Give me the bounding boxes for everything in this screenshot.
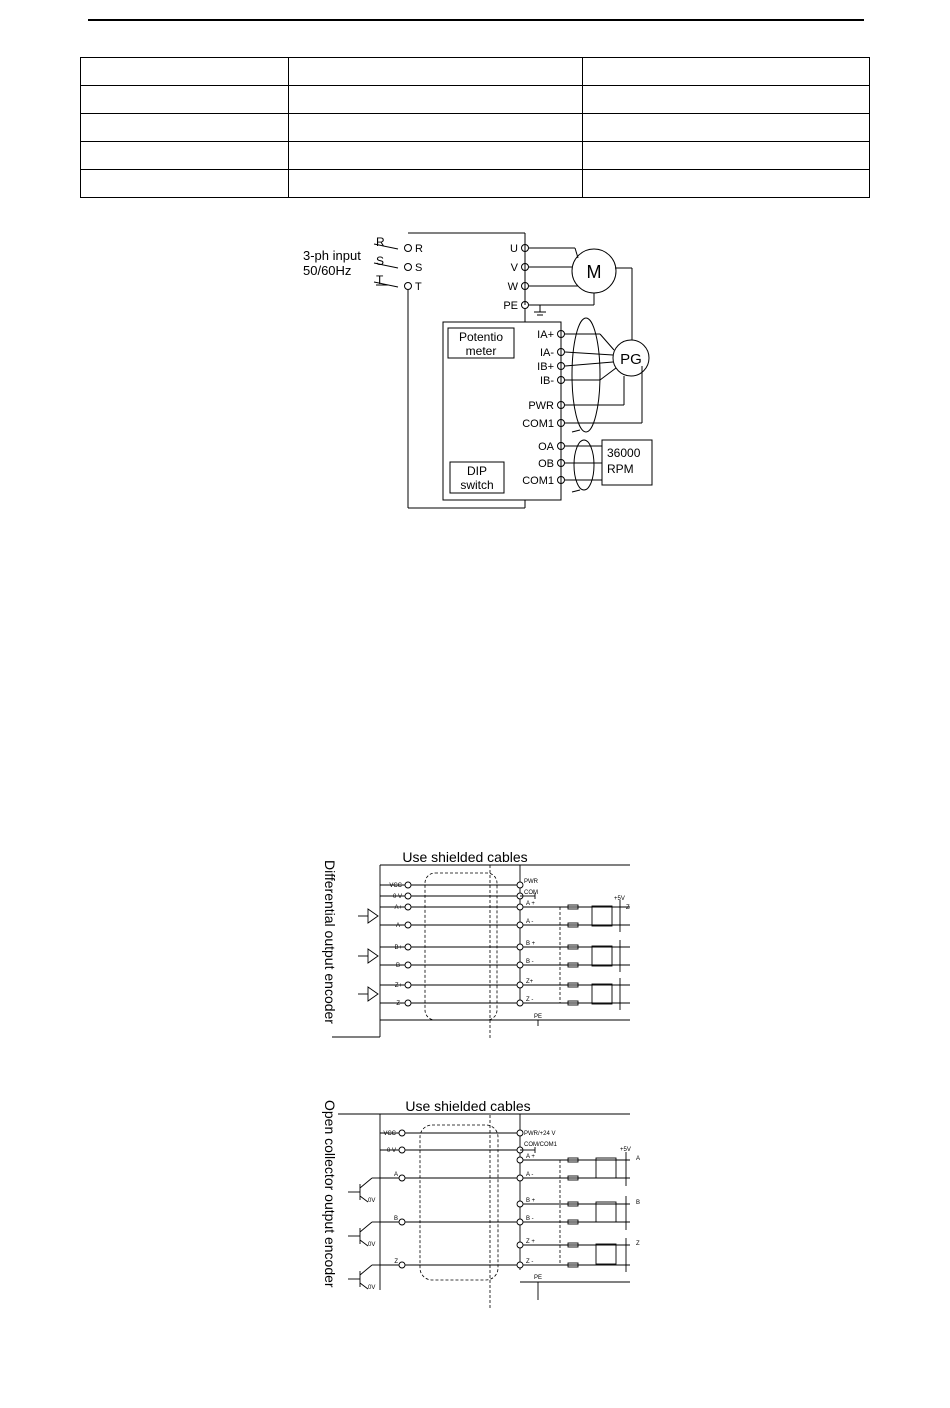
table-row bbox=[81, 170, 870, 198]
diff-title: Use shielded cables bbox=[402, 849, 528, 865]
motor-label: M bbox=[586, 262, 602, 282]
diff-right-com: COM bbox=[524, 890, 538, 896]
oc-right-com: COM/COM1 bbox=[524, 1142, 557, 1148]
diff-left-a-plus: A+ bbox=[394, 905, 402, 911]
diff-5v: +5V bbox=[614, 896, 625, 902]
terminal-ob: OB bbox=[538, 458, 554, 470]
oc-out-z: Z bbox=[636, 1241, 640, 1247]
oc-0v-z: 0V bbox=[368, 1285, 376, 1291]
oc-0v-b: 0V bbox=[368, 1242, 376, 1248]
encoder-label: PG bbox=[620, 351, 642, 368]
spec-table bbox=[80, 57, 870, 198]
oc-right-a-minus: A - bbox=[526, 1172, 534, 1178]
diff-left-z-minus: Z- bbox=[396, 1001, 402, 1007]
terminal-u: U bbox=[510, 243, 518, 255]
input-line-r: R bbox=[376, 235, 385, 249]
terminal-s: S bbox=[415, 262, 423, 274]
oc-left-vcc: VCC bbox=[383, 1131, 396, 1137]
terminal-pe: PE bbox=[503, 300, 518, 312]
table-row bbox=[81, 114, 870, 142]
diff-right-pwr: PWR bbox=[524, 879, 538, 885]
table-row bbox=[81, 58, 870, 86]
header-rule bbox=[88, 19, 864, 21]
diff-right-b-minus: B - bbox=[526, 959, 534, 965]
diff-pe: PE bbox=[534, 1014, 543, 1020]
diff-right-b-plus: B + bbox=[526, 941, 536, 947]
terminal-pwr: PWR bbox=[528, 400, 554, 412]
terminal-ia-plus: IA+ bbox=[537, 329, 554, 341]
oc-right-b-minus: B - bbox=[526, 1216, 534, 1222]
diff-left-a-minus: A- bbox=[396, 923, 402, 929]
input-line-s: S bbox=[376, 254, 385, 268]
diff-left-0v: 0 V bbox=[392, 894, 402, 900]
input-label: 3-ph input bbox=[303, 248, 361, 263]
diff-right-a-minus: A - bbox=[526, 919, 534, 925]
oc-right-a-plus: A + bbox=[526, 1154, 535, 1160]
table-row bbox=[81, 142, 870, 170]
diff-right-z-plus: Z+ bbox=[526, 979, 534, 985]
diff-left-z-plus: Z+ bbox=[394, 983, 402, 989]
terminal-ib-minus: IB- bbox=[539, 375, 554, 387]
oc-right-b-plus: B + bbox=[526, 1198, 536, 1204]
wiring-diagram bbox=[290, 225, 670, 515]
oc-right-z-plus: Z + bbox=[526, 1239, 535, 1245]
terminal-ib-plus: IB+ bbox=[537, 361, 554, 373]
terminal-r: R bbox=[415, 243, 423, 255]
input-freq: 50/60Hz bbox=[303, 263, 352, 278]
dip-label-2: switch bbox=[460, 478, 494, 492]
input-line-t: T bbox=[376, 273, 384, 287]
oc-left-b: B bbox=[393, 1216, 398, 1222]
potentiometer-label-1: Potentio bbox=[458, 330, 504, 344]
oc-right-z-minus: Z - bbox=[526, 1259, 534, 1265]
table-row bbox=[81, 86, 870, 114]
oc-out-a: A bbox=[636, 1156, 641, 1162]
diff-right-z-minus: Z - bbox=[526, 997, 534, 1003]
oc-left-0v: 0 V bbox=[386, 1148, 396, 1154]
terminal-w: W bbox=[507, 281, 518, 293]
oc-title: Use shielded cables bbox=[405, 1098, 531, 1114]
terminal-t: T bbox=[415, 281, 422, 293]
terminal-ia-minus: IA- bbox=[539, 347, 554, 359]
oc-pe: PE bbox=[534, 1275, 543, 1281]
diff-side-label: Differential output encoder bbox=[322, 860, 338, 1024]
differential-encoder-diagram bbox=[310, 845, 650, 1045]
terminal-com1: COM1 bbox=[522, 418, 554, 430]
rpm-value: 36000 bbox=[607, 446, 641, 460]
oc-left-z: Z bbox=[394, 1259, 398, 1265]
terminal-v: V bbox=[510, 262, 518, 274]
terminal-oa: OA bbox=[538, 441, 554, 453]
oc-left-a: A bbox=[393, 1172, 398, 1178]
oc-side-label: Open collector output encoder bbox=[322, 1100, 338, 1288]
diff-left-b-plus: B+ bbox=[394, 945, 402, 951]
open-collector-encoder-diagram bbox=[310, 1095, 650, 1315]
potentiometer-label-2: meter bbox=[465, 344, 497, 358]
diff-right-a-plus: A + bbox=[526, 901, 535, 907]
rpm-unit: RPM bbox=[607, 462, 634, 476]
diff-left-vcc: VCC bbox=[389, 883, 402, 889]
oc-out-b: B bbox=[636, 1200, 641, 1206]
oc-right-pwr: PWR/+24 V bbox=[524, 1131, 556, 1137]
diff-z-out: Z bbox=[626, 905, 630, 911]
dip-label-1: DIP bbox=[466, 464, 488, 478]
terminal-out-com1: COM1 bbox=[522, 475, 554, 487]
diff-left-b-minus: B- bbox=[396, 963, 402, 969]
oc-5v: +5V bbox=[620, 1147, 631, 1153]
oc-0v-a: 0V bbox=[368, 1198, 376, 1204]
